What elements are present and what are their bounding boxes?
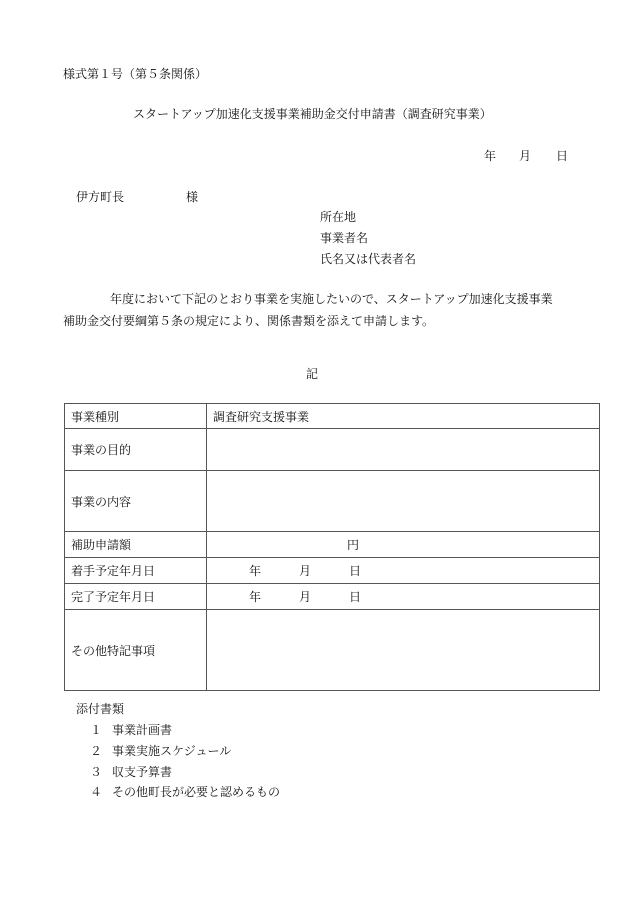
attachment-item xyxy=(90,784,280,800)
completion-year-label: 年 xyxy=(249,590,262,604)
form-number: 様式第１号（第５条関係） xyxy=(63,67,208,81)
amount-label: 補助申請額 xyxy=(65,532,207,558)
completion-month-label: 月 xyxy=(299,590,312,604)
amount-field[interactable] xyxy=(207,532,600,558)
content-field[interactable] xyxy=(207,471,600,532)
project-type-value: 調査研究支援事業 xyxy=(207,404,600,429)
table-row xyxy=(65,429,600,471)
date-month-label: 月 xyxy=(519,149,532,163)
date-day-label: 日 xyxy=(556,149,569,163)
attachment-text: その他町長が必要と認めるもの xyxy=(112,785,281,799)
start-date-label: 着手予定年月日 xyxy=(65,558,207,584)
attachment-item xyxy=(90,764,172,780)
addressee: 伊方町長 xyxy=(76,190,125,204)
body-text-line-1: 年度において下記のとおり事業を実施したいので、スタートアップ加速化支援事業 xyxy=(110,292,553,306)
ki-label: 記 xyxy=(306,367,319,381)
start-date-field[interactable] xyxy=(207,558,600,584)
completion-date-field[interactable] xyxy=(207,584,600,610)
details-table xyxy=(64,403,600,691)
purpose-field[interactable] xyxy=(207,429,600,471)
attachment-number: ２ xyxy=(90,744,103,758)
attachments-heading: 添付書類 xyxy=(76,702,125,716)
applicant-name-label: 氏名又は代表者名 xyxy=(320,252,417,266)
purpose-label: 事業の目的 xyxy=(65,429,207,471)
attachment-number: ３ xyxy=(90,765,103,779)
applicant-business-label: 事業者名 xyxy=(320,231,369,245)
body-text-line-2: 補助金交付要綱第５条の規定により、関係書類を添えて申請します。 xyxy=(63,314,435,328)
content-label: 事業の内容 xyxy=(65,471,207,532)
other-notes-field[interactable] xyxy=(207,610,600,691)
attachment-number: ４ xyxy=(90,785,103,799)
other-notes-label: その他特記事項 xyxy=(65,610,207,691)
table-row xyxy=(65,404,600,429)
completion-date-label: 完了予定年月日 xyxy=(65,584,207,610)
honorific: 様 xyxy=(186,190,199,204)
attachment-text: 事業計画書 xyxy=(112,723,173,737)
start-month-label: 月 xyxy=(299,564,312,578)
document-title: スタートアップ加速化支援事業補助金交付申請書（調査研究事業） xyxy=(133,107,492,121)
applicant-address-label: 所在地 xyxy=(320,210,357,224)
table-row xyxy=(65,532,600,558)
attachment-number: １ xyxy=(90,723,103,737)
attachment-item xyxy=(90,743,231,759)
table-row xyxy=(65,610,600,691)
start-year-label: 年 xyxy=(249,564,262,578)
table-row xyxy=(65,471,600,532)
start-day-label: 日 xyxy=(349,564,362,578)
project-type-label: 事業種別 xyxy=(65,404,207,429)
date-year-label: 年 xyxy=(484,149,497,163)
table-row xyxy=(65,584,600,610)
attachment-item xyxy=(90,722,172,738)
amount-unit: 円 xyxy=(347,538,360,552)
attachment-text: 事業実施スケジュール xyxy=(112,744,232,758)
table-row xyxy=(65,558,600,584)
completion-day-label: 日 xyxy=(349,590,362,604)
attachment-text: 収支予算書 xyxy=(112,765,173,779)
